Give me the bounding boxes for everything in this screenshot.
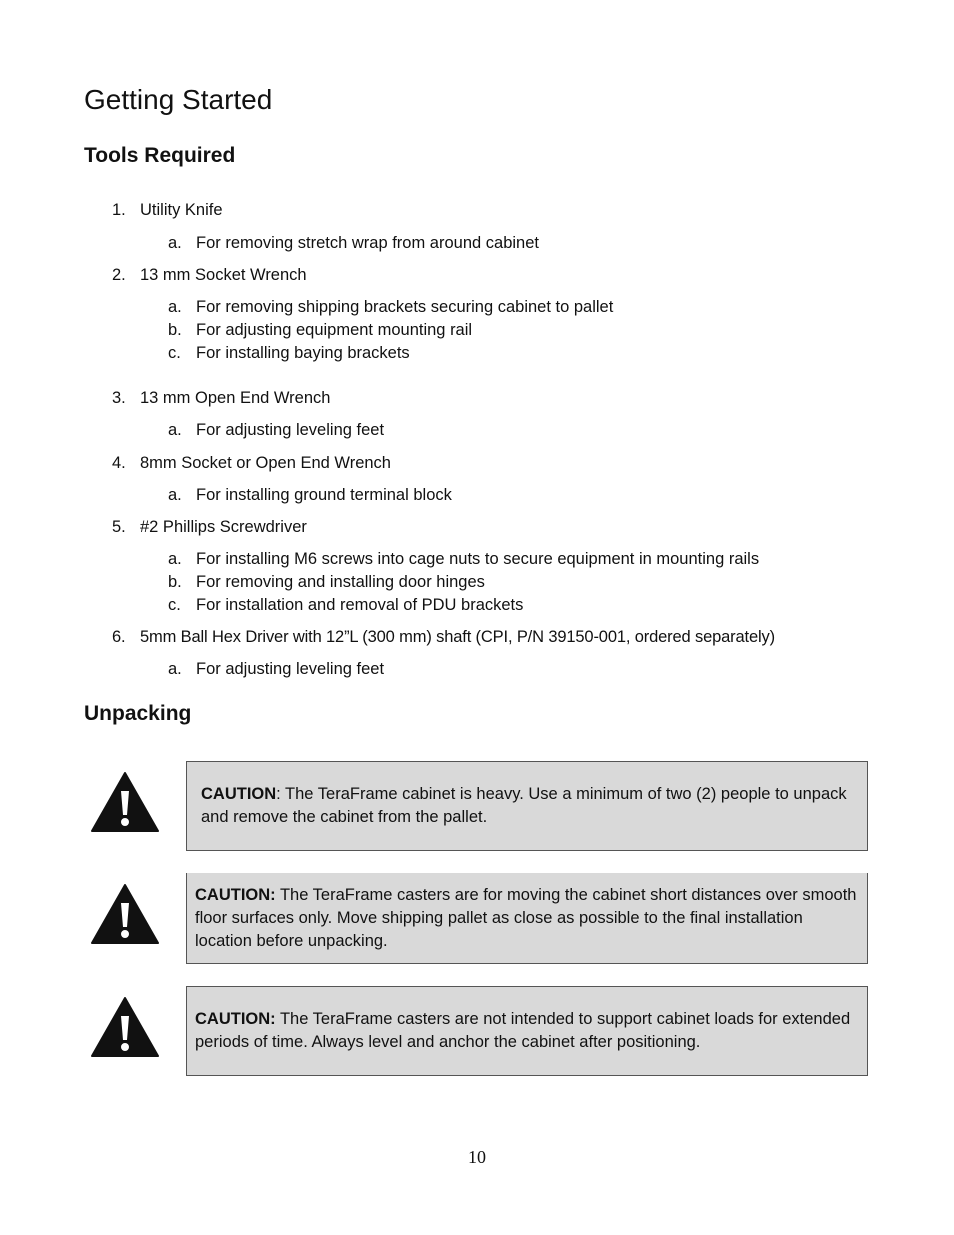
caution-label: CAUTION: xyxy=(195,1010,276,1028)
tool-item-5 xyxy=(112,517,307,537)
caution-text xyxy=(195,884,859,953)
caution-message: The TeraFrame casters are not intended to support cabinet loads for extended periods of time. Always level and anchor the cabinet after positioning. xyxy=(195,1010,851,1051)
tool-label: 8mm Socket or Open End Wrench xyxy=(140,454,391,472)
tool-item-2 xyxy=(112,265,307,285)
tool-use-2b xyxy=(168,320,472,340)
warning-triangle-icon xyxy=(90,996,160,1058)
list-letter: a. xyxy=(168,550,182,568)
page-number: 10 xyxy=(468,1147,486,1167)
caution-box-2 xyxy=(186,873,868,964)
tool-label: #2 Phillips Screwdriver xyxy=(140,518,307,536)
caution-label: CAUTION: xyxy=(195,885,276,904)
tool-use-5b xyxy=(168,572,485,592)
caution-box-1 xyxy=(186,761,868,851)
tool-use-4a xyxy=(168,485,452,505)
tool-use-text: For installing M6 screws into cage nuts to secure equipment in mounting rails xyxy=(196,550,760,568)
caution-separator: : xyxy=(276,785,281,803)
list-letter: a. xyxy=(168,421,182,439)
tool-label: 13 mm Open End Wrench xyxy=(140,389,331,407)
tools-required-heading: Tools Required xyxy=(84,144,236,167)
tool-use-1a xyxy=(168,233,539,253)
tool-item-3 xyxy=(112,388,330,408)
list-letter: b. xyxy=(168,573,182,591)
list-number: 4. xyxy=(112,454,126,472)
tool-label: Utility Knife xyxy=(140,201,223,219)
tool-use-text: For adjusting leveling feet xyxy=(196,660,385,678)
tool-item-1 xyxy=(112,200,223,220)
tool-use-text: For installing ground terminal block xyxy=(196,486,452,504)
page-title: Getting Started xyxy=(84,84,273,115)
caution-text xyxy=(201,783,853,829)
tool-use-3a xyxy=(168,420,384,440)
list-letter: a. xyxy=(168,486,182,504)
tool-use-text: For removing shipping brackets securing cabinet to pallet xyxy=(196,298,614,316)
tool-use-text: For removing stretch wrap from around cabinet xyxy=(196,234,539,252)
tool-label: 13 mm Socket Wrench xyxy=(140,266,307,284)
tool-use-text: For installation and removal of PDU brackets xyxy=(196,596,524,614)
caution-box-3 xyxy=(186,986,868,1076)
tool-use-6a xyxy=(168,659,384,679)
tool-item-4 xyxy=(112,453,391,473)
caution-message: The TeraFrame cabinet is heavy. Use a minimum of two (2) people to unpack and remove the cabinet from the pallet. xyxy=(201,785,847,826)
tool-use-text: For adjusting equipment mounting rail xyxy=(196,321,473,339)
list-number: 5. xyxy=(112,518,126,536)
caution-text xyxy=(195,1008,859,1054)
list-letter: b. xyxy=(168,321,182,339)
list-letter: c. xyxy=(168,344,181,362)
list-number: 2. xyxy=(112,266,126,284)
tool-item-6 xyxy=(112,627,775,647)
caution-message: The TeraFrame casters are for moving the cabinet short distances over smooth floor surfaces only. Move shipping pallet as close as possible to the final installation location before unpacking. xyxy=(195,885,857,950)
tool-use-5c xyxy=(168,595,523,615)
list-number: 1. xyxy=(112,201,126,219)
tool-use-text: For adjusting leveling feet xyxy=(196,421,385,439)
unpacking-heading: Unpacking xyxy=(84,702,192,725)
list-letter: a. xyxy=(168,660,182,678)
tool-use-2c xyxy=(168,343,410,363)
tool-use-text: For installing baying brackets xyxy=(196,344,410,362)
list-letter: c. xyxy=(168,596,181,614)
list-number: 3. xyxy=(112,389,126,407)
tool-use-2a xyxy=(168,297,613,317)
tool-use-5a xyxy=(168,549,759,569)
warning-triangle-icon xyxy=(90,771,160,833)
tool-label: 5mm Ball Hex Driver with 12”L (300 mm) shaft (CPI, P/N 39150-001, ordered separately) xyxy=(140,628,775,646)
warning-triangle-icon xyxy=(90,883,160,945)
caution-label: CAUTION xyxy=(201,785,277,803)
list-letter: a. xyxy=(168,298,182,316)
tool-use-text: For removing and installing door hinges xyxy=(196,573,485,591)
list-letter: a. xyxy=(168,234,182,252)
list-number: 6. xyxy=(112,628,126,646)
